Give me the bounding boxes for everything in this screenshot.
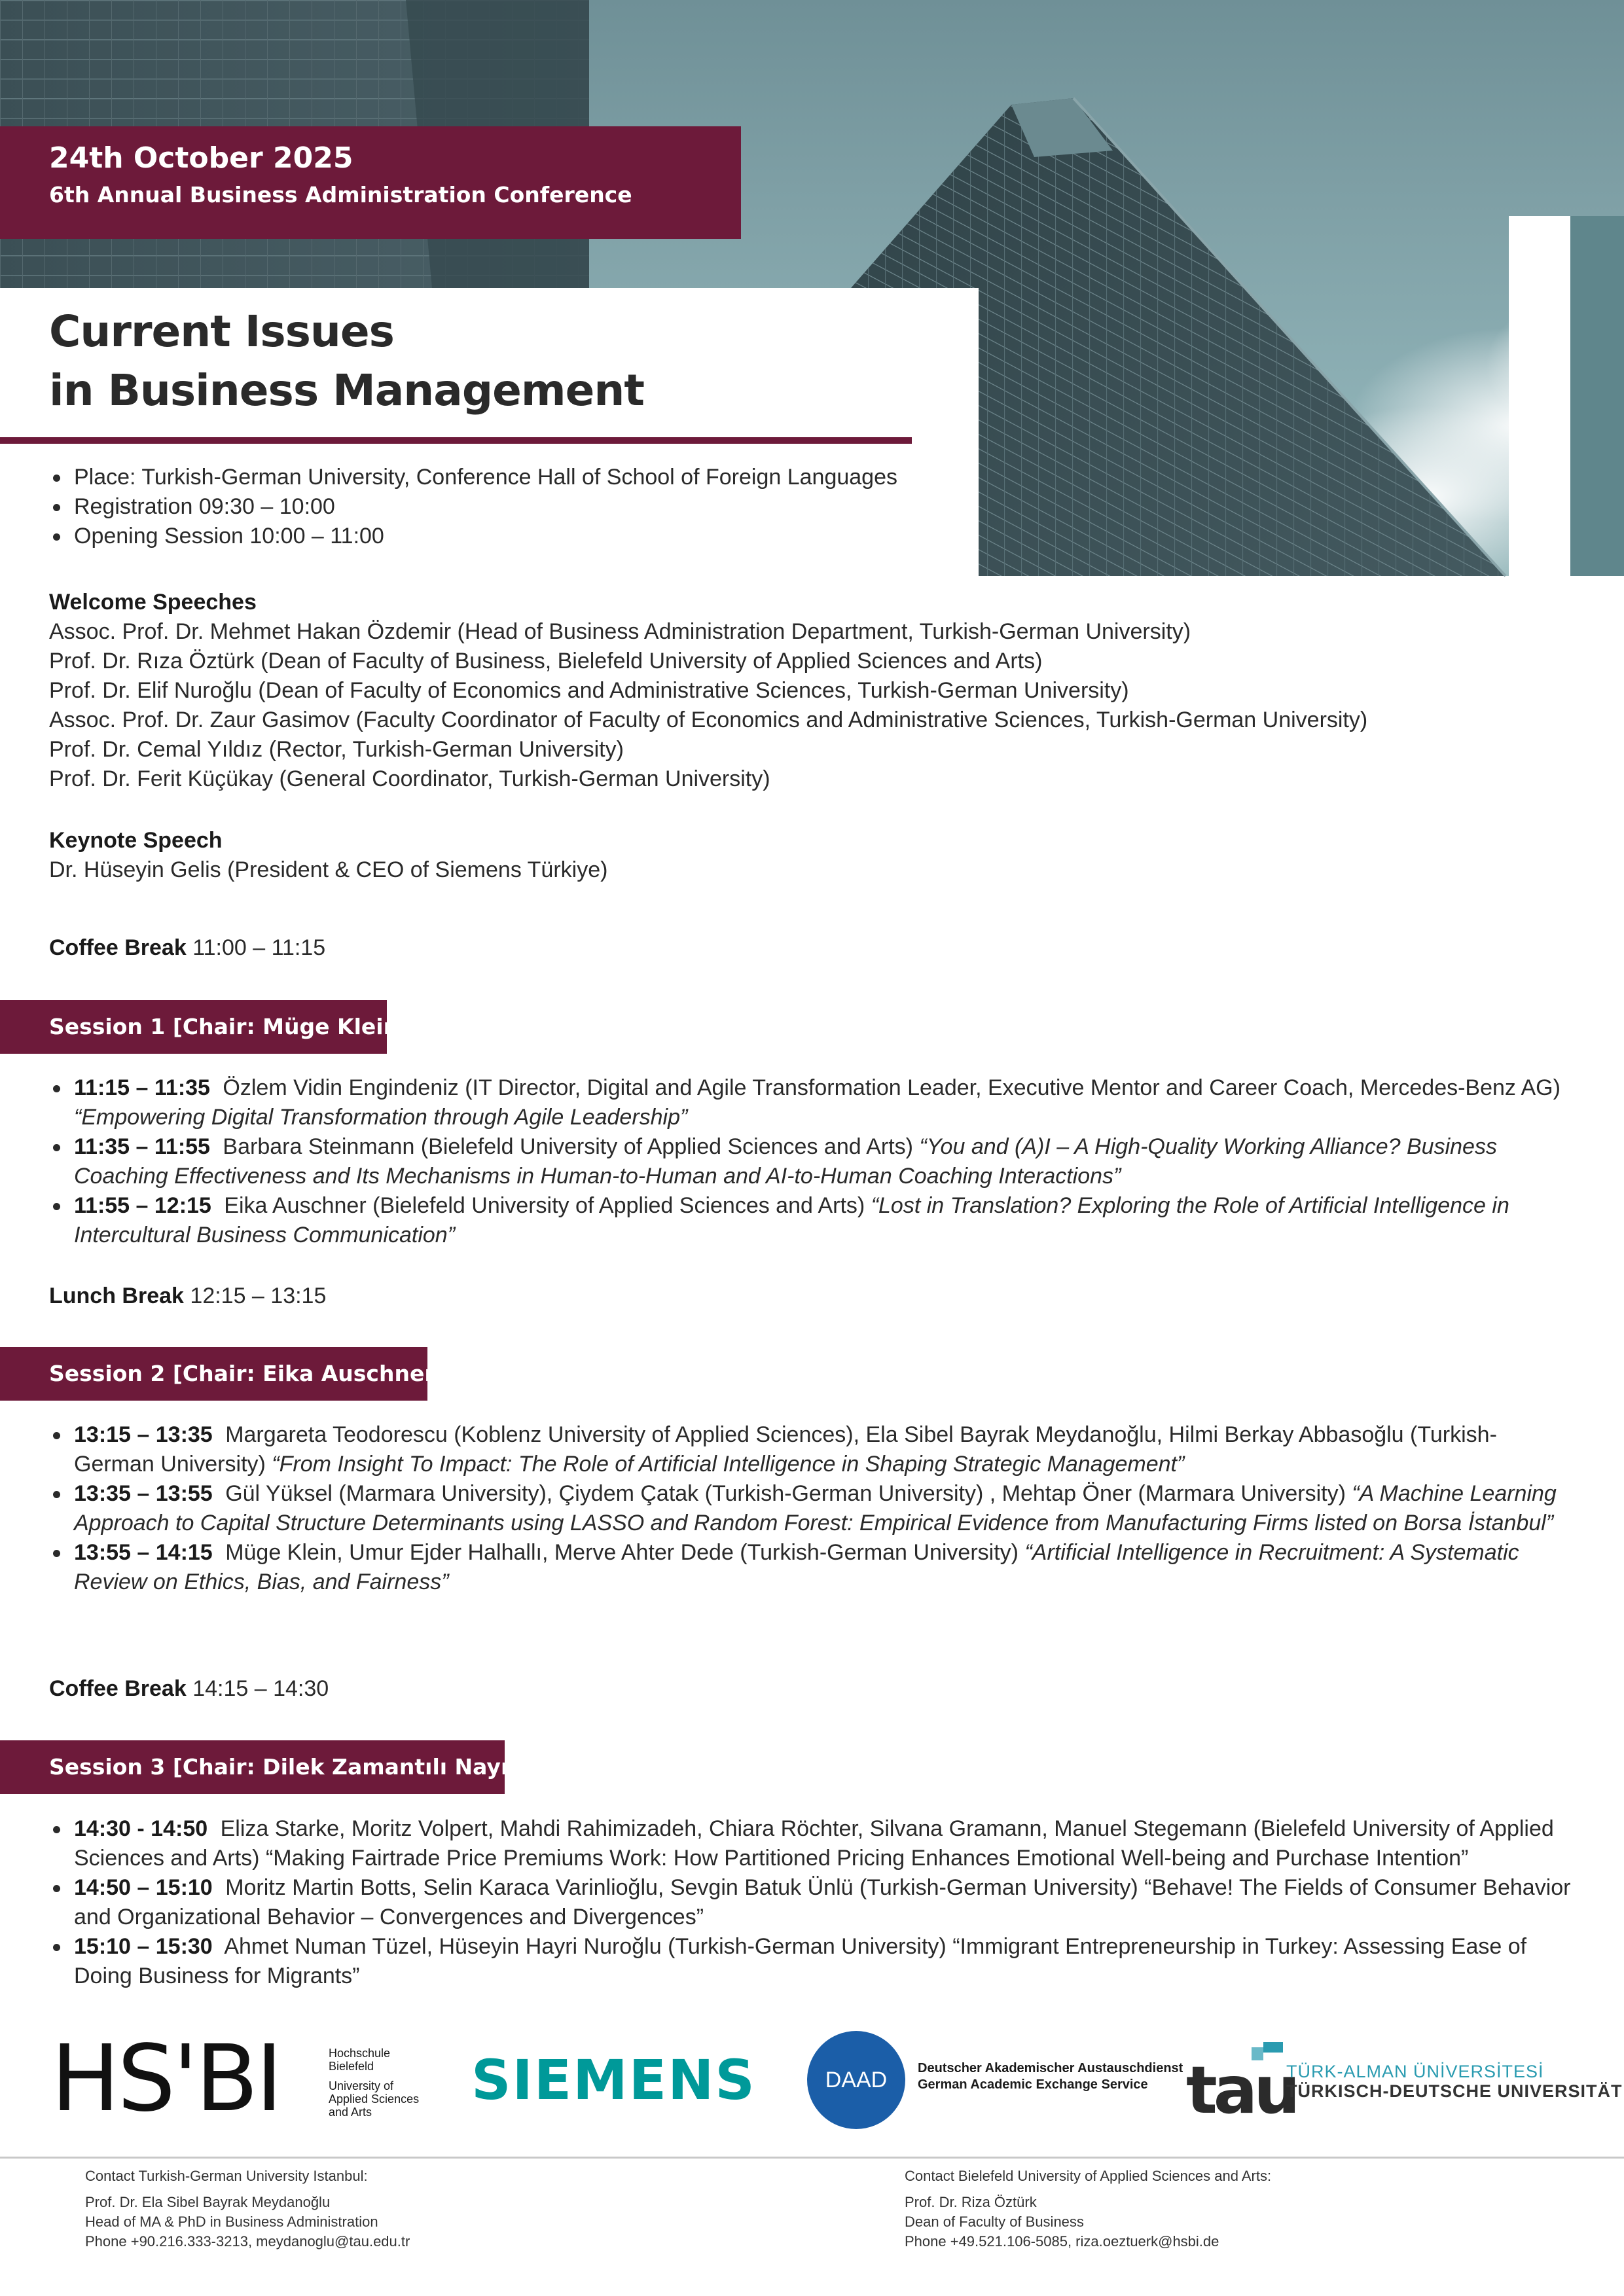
contact-heading: Contact Turkish-German University Istanbul: — [85, 2168, 368, 2184]
coffee-break-1 — [49, 933, 325, 963]
talk-authors: Özlem Vidin Engindeniz (IT Director, Digital and Agile Transformation Leader, Executive Mentor and Career Coach, Mercedes-Benz AG) — [223, 1075, 1561, 1100]
keynote-heading: Keynote Speech — [49, 828, 223, 853]
hsbi-wordmark: HS'BI — [51, 2026, 280, 2132]
talk-title: “Immigrant Entrepreneurship in Turkey: Assessing Ease of Doing Business for Migrants” — [74, 1934, 1527, 1988]
session-3-talks — [49, 1814, 1574, 1991]
welcome-speaker: Prof. Dr. Elif Nuroğlu (Dean of Faculty of Economics and Administrative Sciences, Turkish-German University) — [49, 678, 1129, 703]
talk-item — [49, 1814, 1574, 1873]
talk-time: 14:50 – 15:10 — [74, 1875, 213, 1900]
tau-name-de: TÜRKISCH-DEUTSCHE UNIVERSITÄT — [1286, 2081, 1623, 2101]
event-date: 24th October 2025 — [49, 141, 353, 175]
talk-item — [49, 1191, 1574, 1250]
session-1-header: Session 1 [Chair: Müge Klein] — [0, 1000, 387, 1054]
break-label: Coffee Break — [49, 1676, 187, 1701]
session-2-header: Session 2 [Chair: Eika Auschner] — [0, 1347, 427, 1401]
title-line-1: Current Issues — [49, 306, 394, 357]
tau-name — [1286, 2062, 1623, 2101]
talk-item — [49, 1132, 1574, 1191]
session-1-talks — [49, 1073, 1574, 1250]
welcome-heading: Welcome Speeches — [49, 590, 257, 615]
decorative-block-teal — [1570, 216, 1624, 576]
contact-hsbi — [905, 2166, 1271, 2251]
contact-name: Prof. Dr. Ela Sibel Bayrak Meydanoğlu — [85, 2194, 331, 2210]
lunch-break — [49, 1282, 326, 1311]
session-3-header: Session 3 [Chair: Dilek Zamantılı Nayır] — [0, 1740, 505, 1794]
talk-title: “Lost in Translation? Exploring the Role of Artificial Intelligence in Intercultural Business Communication” — [74, 1193, 1509, 1247]
break-label: Coffee Break — [49, 935, 187, 960]
talk-authors: Müge Klein, Umur Ejder Halhallı, Merve Ahter Dede (Turkish-German University) — [225, 1540, 1019, 1565]
break-time: 11:00 – 11:15 — [192, 935, 326, 960]
talk-title: “You and (A)I – A High-Quality Working Alliance? Business Coaching Effectiveness and Its Mechanisms in Human-to-Human and AI-to-Human Coaching Interactions” — [74, 1134, 1497, 1189]
contact-role: Head of MA & PhD in Business Administration — [85, 2214, 378, 2230]
conference-name: 6th Annual Business Administration Conference — [49, 182, 632, 207]
hsbi-subtitle — [329, 2047, 419, 2119]
decorative-block-white — [1509, 216, 1570, 576]
hsbi-line: University of — [329, 2079, 394, 2092]
title-rule — [0, 437, 912, 444]
daad-logo: DAAD — [807, 2031, 905, 2129]
hsbi-line: Hochschule — [329, 2047, 391, 2060]
contact-phone: Phone +90.216.333-3213, meydanoglu@tau.edu.tr — [85, 2233, 410, 2250]
contact-role: Dean of Faculty of Business — [905, 2214, 1084, 2230]
talk-time: 11:55 – 12:15 — [74, 1193, 211, 1218]
welcome-speaker: Prof. Dr. Cemal Yıldız (Rector, Turkish-German University) — [49, 737, 624, 762]
contact-name: Prof. Dr. Riza Öztürk — [905, 2194, 1037, 2210]
hsbi-line: and Arts — [329, 2106, 372, 2119]
talk-time: 13:55 – 14:15 — [74, 1540, 213, 1565]
talk-item — [49, 1073, 1574, 1132]
coffee-break-2 — [49, 1674, 329, 1704]
talk-item — [49, 1479, 1574, 1538]
break-time: 12:15 – 13:15 — [190, 1283, 327, 1308]
daad-line-de: Deutscher Akademischer Austauschdienst — [918, 2061, 1183, 2075]
hsbi-line: Bielefeld — [329, 2060, 374, 2073]
page-title — [49, 302, 644, 420]
talk-title: “Empowering Digital Transformation through Agile Leadership” — [74, 1105, 688, 1130]
talk-title: “A Machine Learning Approach to Capital Structure Determinants using LASSO and Random Forest: Empirical Evidence from Manufacturing Firms listed on Borsa İstanbul” — [74, 1481, 1557, 1535]
info-opening: Opening Session 10:00 – 11:00 — [49, 522, 897, 551]
hsbi-logo — [51, 2026, 313, 2132]
title-line-2: in Business Management — [49, 365, 644, 416]
talk-time: 11:15 – 11:35 — [74, 1075, 210, 1100]
welcome-speeches — [49, 588, 1367, 794]
welcome-speaker: Prof. Dr. Rıza Öztürk (Dean of Faculty of Business, Bielefeld University of Applied Sciences and Arts) — [49, 649, 1043, 673]
contact-phone: Phone +49.521.106-5085, riza.oeztuerk@hsbi.de — [905, 2233, 1219, 2250]
event-info-list — [49, 463, 897, 551]
tau-mark-text: tau — [1186, 2052, 1297, 2128]
talk-time: 13:35 – 13:55 — [74, 1481, 213, 1506]
footer-rule — [0, 2157, 1624, 2159]
talk-authors: Moritz Martin Botts, Selin Karaca Varinlioğlu, Sevgin Batuk Ünlü (Turkish-German University) — [225, 1875, 1138, 1900]
talk-authors: Margareta Teodorescu (Koblenz University of Applied Sciences), Ela Sibel Bayrak Meydanoğlu, Hilmi Berkay Abbasoğlu (Turkish-German University) — [74, 1422, 1497, 1477]
session-2-talks — [49, 1420, 1574, 1597]
tau-name-tr: TÜRK-ALMAN ÜNİVERSİTESİ — [1286, 2062, 1544, 2081]
talk-authors: Gül Yüksel (Marmara University), Çiydem Çatak (Turkish-German University) , Mehtap Öner (Marmara University) — [225, 1481, 1346, 1506]
talk-time: 15:10 – 15:30 — [74, 1934, 213, 1959]
daad-name — [918, 2060, 1183, 2093]
sponsor-logos — [0, 2026, 1624, 2134]
talk-authors: Eika Auschner (Bielefeld University of Applied Sciences and Arts) — [224, 1193, 865, 1218]
welcome-speaker: Assoc. Prof. Dr. Zaur Gasimov (Faculty Coordinator of Faculty of Economics and Administrative Sciences, Turkish-German University) — [49, 708, 1368, 732]
talk-title: “Making Fairtrade Price Premiums Work: How Partitioned Pricing Enhances Emotional Well-being and Purchase Intention” — [265, 1846, 1469, 1871]
date-banner — [0, 126, 741, 239]
welcome-speaker: Assoc. Prof. Dr. Mehmet Hakan Özdemir (Head of Business Administration Department, Turkish-German University) — [49, 619, 1191, 644]
break-label: Lunch Break — [49, 1283, 184, 1308]
talk-time: 11:35 – 11:55 — [74, 1134, 210, 1159]
contact-tau — [85, 2166, 410, 2251]
talk-title: “Behave! The Fields of Consumer Behavior and Organizational Behavior – Convergences and Divergences” — [74, 1875, 1571, 1929]
info-registration: Registration 09:30 – 10:00 — [49, 492, 897, 522]
siemens-logo: SIEMENS — [471, 2048, 756, 2112]
talk-item — [49, 1420, 1574, 1479]
welcome-speaker: Prof. Dr. Ferit Küçükay (General Coordinator, Turkish-German University) — [49, 766, 770, 791]
daad-line-en: German Academic Exchange Service — [918, 2077, 1148, 2092]
hsbi-line: Applied Sciences — [329, 2092, 420, 2106]
keynote-speech — [49, 826, 607, 885]
talk-authors: Ahmet Numan Tüzel, Hüseyin Hayri Nuroğlu (Turkish-German University) — [224, 1934, 947, 1959]
tau-logo-mark — [1186, 2041, 1297, 2128]
talk-time: 14:30 - 14:50 — [74, 1816, 208, 1841]
talk-authors: Eliza Starke, Moritz Volpert, Mahdi Rahimizadeh, Chiara Röchter, Silvana Gramann, Manuel Stegemann (Bielefeld University of Applied Sciences and Arts) — [74, 1816, 1554, 1871]
talk-time: 13:15 – 13:35 — [74, 1422, 213, 1447]
info-place: Place: Turkish-German University, Conference Hall of School of Foreign Languages — [49, 463, 897, 492]
talk-title: “Artificial Intelligence in Recruitment: A Systematic Review on Ethics, Bias, and Fairness” — [74, 1540, 1519, 1594]
talk-title: “From Insight To Impact: The Role of Artificial Intelligence in Shaping Strategic Management” — [272, 1452, 1185, 1477]
talk-authors: Barbara Steinmann (Bielefeld University of Applied Sciences and Arts) — [223, 1134, 913, 1159]
talk-item — [49, 1873, 1574, 1932]
keynote-speaker: Dr. Hüseyin Gelis (President & CEO of Siemens Türkiye) — [49, 857, 608, 882]
talk-item — [49, 1538, 1574, 1597]
contact-heading: Contact Bielefeld University of Applied Sciences and Arts: — [905, 2168, 1272, 2184]
break-time: 14:15 – 14:30 — [192, 1676, 329, 1701]
talk-item — [49, 1932, 1574, 1991]
